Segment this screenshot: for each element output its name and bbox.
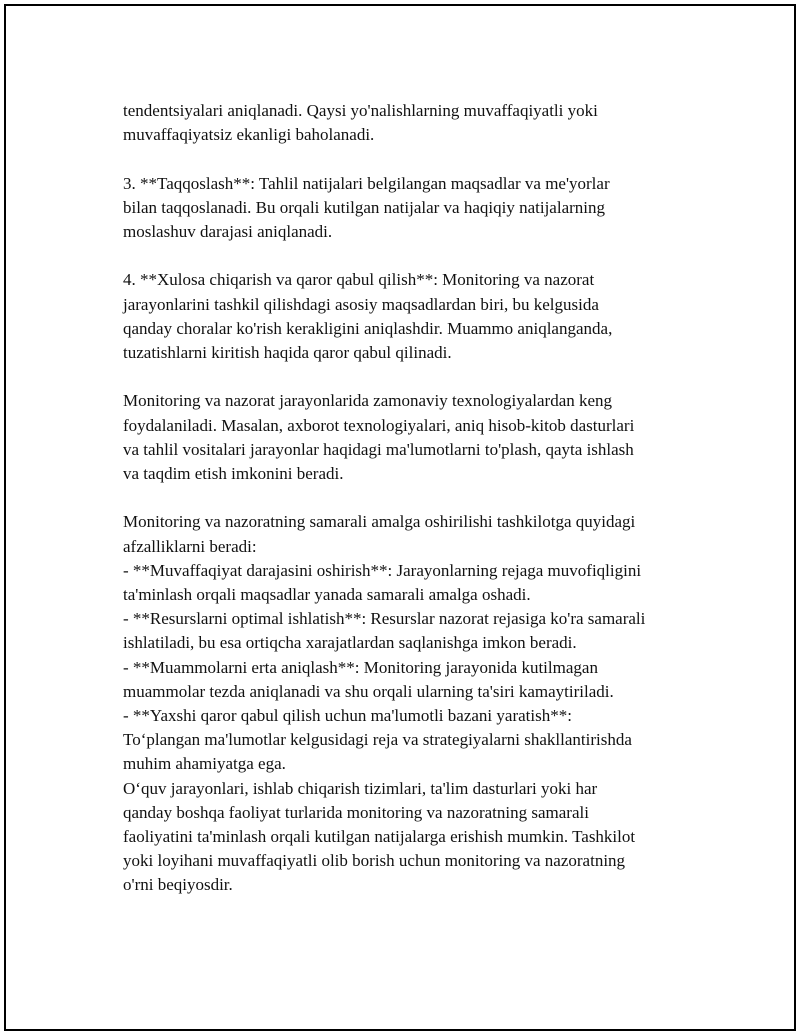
paragraph-comparison: 3. **Taqqoslash**: Tahlil natijalari belgilangan maqsadlar va me'yorlar bilan taqqoslanadi. Bu orqali kutilgan natijalar va haqiqiy natijalarning moslashuv darajasi aniqlanadi.	[123, 173, 610, 241]
paragraph-closing: O‘quv jarayonlari, ishlab chiqarish tizimlari, ta'lim dasturlari yoki har qanday boshqa faoliyat turlarida monitoring va nazoratning samarali faoliyatini ta'minlash orqali kutilgan natijalarga erishish mumkin. Tashkilot yoki loyihani muvaffaqiyatli olib borish uchun monitoring va nazoratning o'rni beqiyosdir.	[123, 778, 636, 895]
paragraph-conclusion: 4. **Xulosa chiqarish va qaror qabul qilish**: Monitoring va nazorat jarayonlarini tashkil qilishdagi asosiy maqsadlardan biri, bu kelgusida qanday choralar ko'rish kerakligini aniqlashdir. Muammo aniqlanganda, tuzatishlarni kiritish haqida qaror qabul qilinadi.	[123, 270, 613, 362]
list-item: - **Muvaffaqiyat darajasini oshirish**: Jarayonlarning rejaga muvofiqligini ta'minlash orqali maqsadlar yanada samarali amalga oshadi.	[123, 560, 642, 604]
paragraph-technology: Monitoring va nazorat jarayonlarida zamonaviy texnologiyalardan keng foydalaniladi. Masalan, axborot texnologiyalari, aniq hisob-kitob dasturlari va tahlil vositalari jarayonlar haqidagi ma'lumotlarni to'plash, qayta ishlash va taqdim etish imkonini beradi.	[123, 391, 635, 483]
paragraph: tendentsiyalari aniqlanadi. Qaysi yo'nalishlarning muvaffaqiyatli yoki muvaffaqiyatsiz ekanligi baholanadi.	[123, 101, 598, 145]
benefits-list	[123, 559, 713, 777]
list-item: - **Resurslarni optimal ishlatish**: Resurslar nazorat rejasiga ko'ra samarali ishlatiladi, bu esa ortiqcha xarajatlardan saqlanishga imkon beradi.	[123, 609, 646, 653]
document-body	[123, 99, 713, 898]
paragraph-benefits-intro: Monitoring va nazoratning samarali amalga oshirilishi tashkilotga quyidagi afzalliklarni beradi:	[123, 512, 636, 556]
list-item: - **Muammolarni erta aniqlash**: Monitoring jarayonida kutilmagan muammolar tezda aniqlanadi va shu orqali ularning ta'siri kamaytiriladi.	[123, 657, 614, 701]
list-item: - **Yaxshi qaror qabul qilish uchun ma'lumotli bazani yaratish**: To‘plangan ma'lumotlar kelgusidagi reja va strategiyalarni shakllantirishda muhim ahamiyatga ega.	[123, 706, 632, 774]
page-frame	[4, 4, 796, 1031]
